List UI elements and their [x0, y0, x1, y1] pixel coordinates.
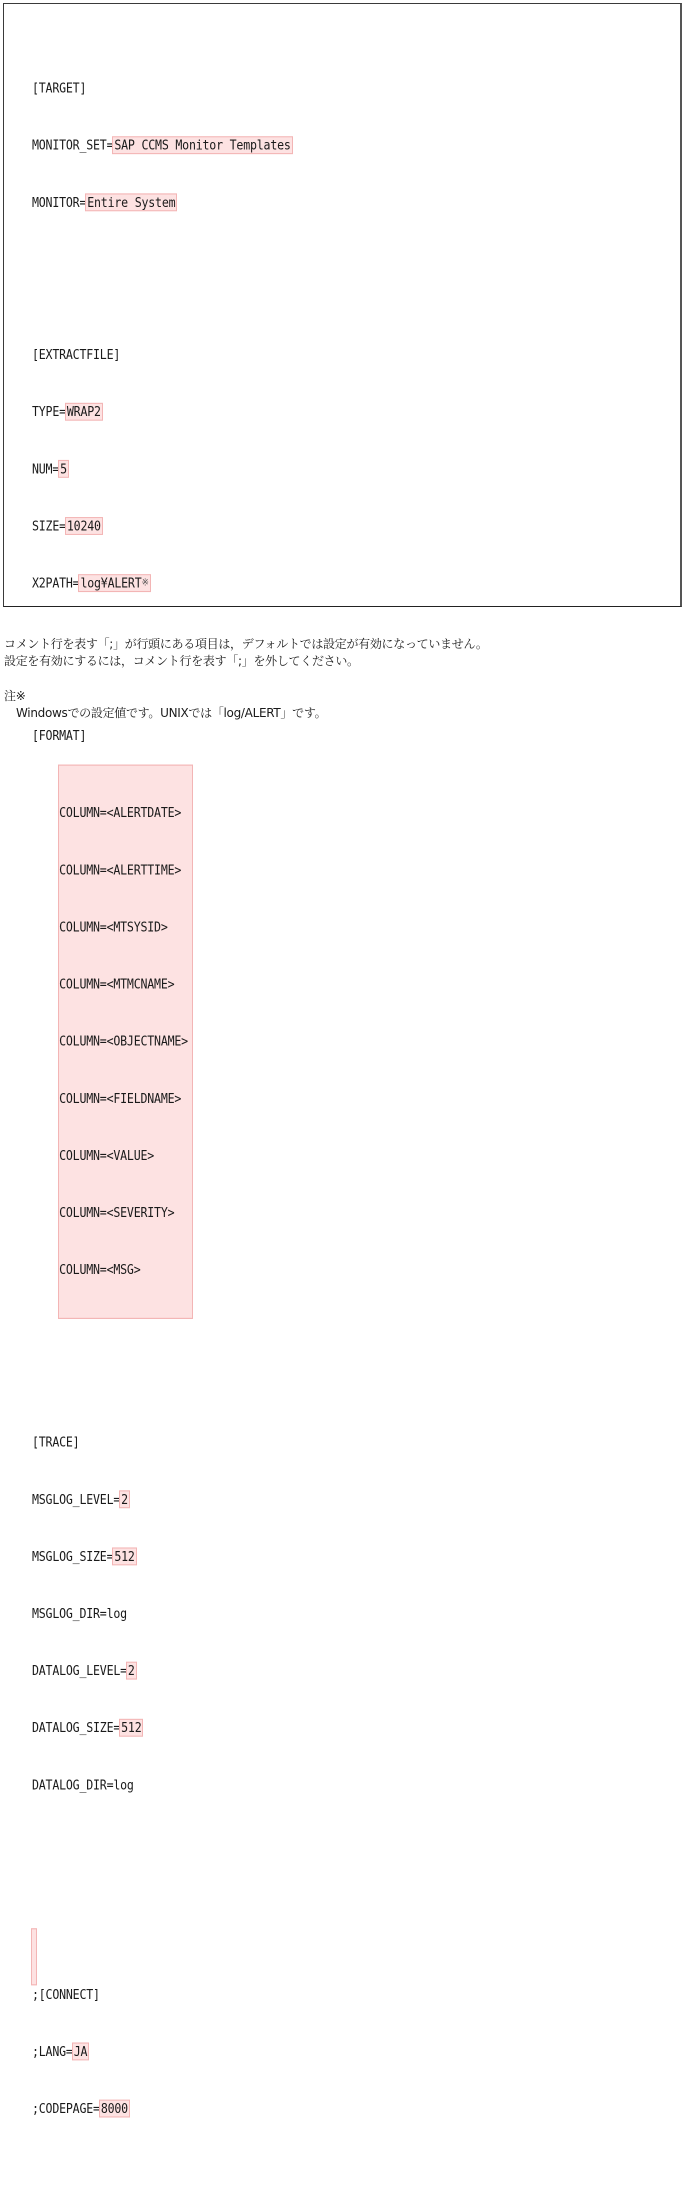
datalog-level-line — [32, 1662, 292, 1681]
section-header-connect: [CONNECT] — [38, 1986, 100, 2003]
column-line: COLUMN=<FIELDNAME> — [59, 1090, 182, 1107]
monitor-key: MONITOR= — [32, 194, 87, 211]
comment-note-line2: 設定を有効にするには，コメント行を表す「;」を外してください。 — [4, 654, 359, 668]
size-line — [32, 517, 292, 536]
codepage-line — [32, 2100, 292, 2119]
type-line — [32, 403, 292, 422]
msglog-level-value: 2 — [121, 1491, 128, 1508]
datalog-size-line — [32, 1719, 292, 1738]
monitor-set-value: SAP CCMS Monitor Templates — [114, 137, 291, 154]
monitor-set-line — [32, 136, 292, 155]
datalog-size-value: 512 — [121, 1719, 142, 1736]
comment-note-line1: コメント行を表す「;」が行頭にある項目は，デフォルトでは設定が有効になっていません。 — [4, 637, 488, 651]
lang-value: JA — [73, 2043, 88, 2060]
column-line: COLUMN=<MSG> — [59, 1261, 141, 1278]
datalog-size-key: DATALOG_SIZE= — [32, 1719, 121, 1736]
msglog-dir-line: MSGLOG_DIR=log — [32, 1605, 127, 1622]
section-header-extractfile: [EXTRACTFILE] — [32, 346, 121, 363]
msglog-size-line — [32, 1547, 292, 1566]
footnote-text: Windowsでの設定値です。UNIXでは「log/ALERT」です。 — [16, 706, 327, 720]
connect-header-line — [32, 1985, 292, 2004]
codepage-value: 8000 — [100, 2100, 128, 2117]
datalog-level-key: DATALOG_LEVEL= — [32, 1662, 127, 1679]
section-header-target: [TARGET] — [32, 80, 87, 96]
section-header-trace: [TRACE] — [32, 1434, 80, 1450]
msglog-size-value: 512 — [114, 1548, 135, 1565]
column-line: COLUMN=<ALERTDATE> — [59, 804, 182, 821]
codepage-key: CODEPAGE= — [38, 2100, 100, 2117]
size-value: 10240 — [66, 518, 101, 534]
comment-char: ; — [32, 2043, 39, 2060]
column-line: COLUMN=<ALERTTIME> — [59, 862, 182, 878]
column-line: COLUMN=<OBJECTNAME> — [59, 1033, 188, 1050]
type-value: WRAP2 — [66, 403, 101, 420]
datalog-dir-line: DATALOG_DIR=log — [32, 1777, 134, 1793]
monitor-set-key: MONITOR_SET= — [32, 137, 114, 154]
section-header-format: [FORMAT] — [32, 727, 87, 744]
size-key: SIZE= — [32, 518, 66, 534]
monitor-line — [32, 193, 292, 212]
num-line — [32, 460, 292, 479]
comment-char: ; — [32, 2100, 39, 2117]
msglog-size-key: MSGLOG_SIZE= — [32, 1548, 114, 1565]
column-line: COLUMN=<MTMCNAME> — [59, 976, 175, 992]
x2path-value: log¥ALERT※ — [80, 575, 149, 591]
num-key: NUM= — [32, 461, 60, 477]
column-line: COLUMN=<MTSYSID> — [59, 919, 168, 935]
x2path-key: X2PATH= — [32, 575, 80, 591]
format-columns-highlight — [58, 765, 193, 1319]
comment-char-highlight — [31, 1928, 37, 1985]
column-line: COLUMN=<SEVERITY> — [59, 1204, 175, 1221]
comment-char: ; — [32, 1986, 39, 2003]
x2path-line — [32, 574, 292, 593]
monitor-value: Entire System — [87, 194, 176, 211]
connect-section — [32, 1928, 292, 2156]
footnote-mark: ※ — [141, 577, 149, 589]
footnote-label: 注※ — [4, 689, 26, 703]
msglog-level-key: MSGLOG_LEVEL= — [32, 1491, 121, 1508]
lang-key: LANG= — [38, 2043, 73, 2060]
datalog-level-value: 2 — [127, 1662, 135, 1679]
config-code — [32, 22, 292, 2195]
type-key: TYPE= — [32, 403, 66, 420]
msglog-level-line — [32, 1490, 292, 1509]
column-line: COLUMN=<VALUE> — [59, 1147, 155, 1164]
notes-section — [4, 636, 488, 722]
lang-line — [32, 2042, 292, 2061]
num-value: 5 — [60, 461, 67, 477]
